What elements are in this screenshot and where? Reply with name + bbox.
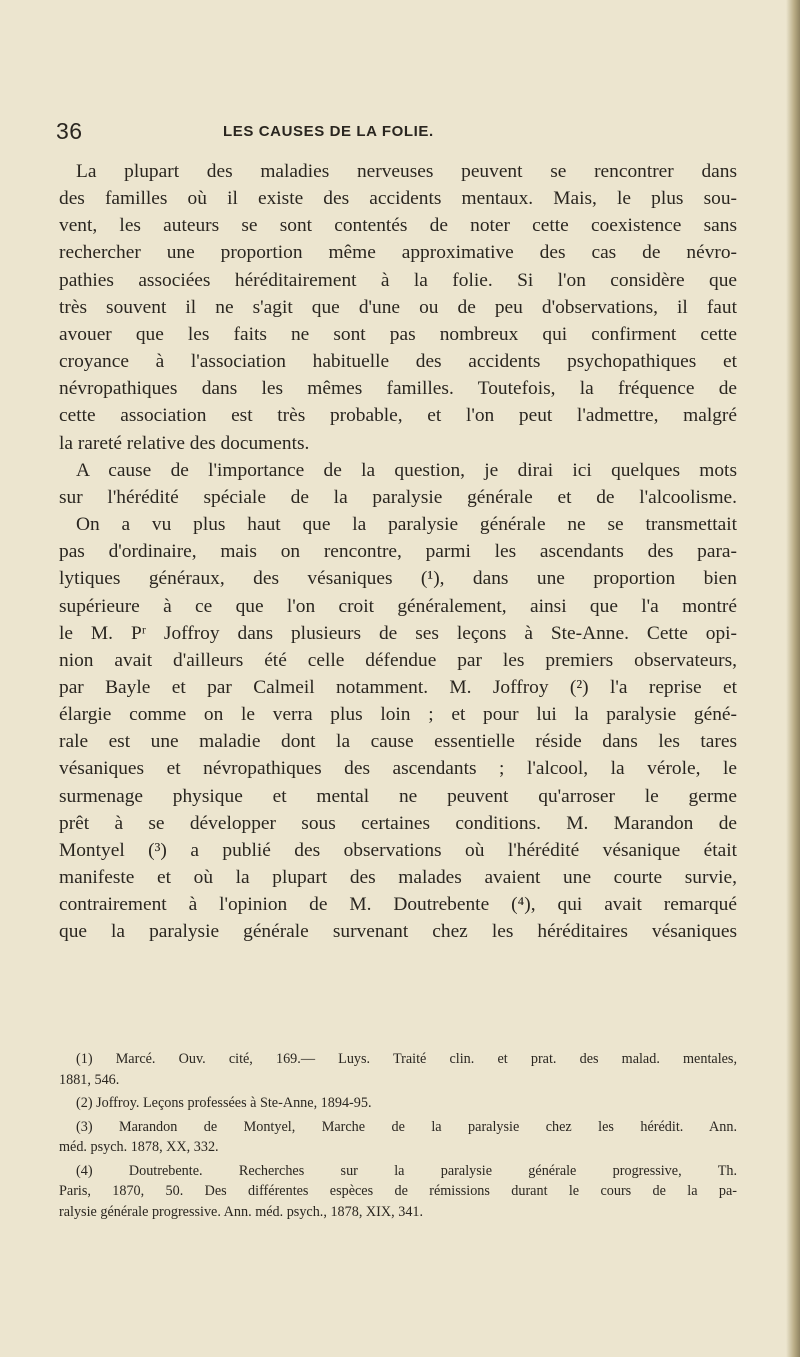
text-line: le M. Pʳ Joffroy dans plusieurs de ses leçons à Ste-Anne. Cette opi- <box>59 622 737 644</box>
footnote-line: (2) Joffroy. Leçons professées à Ste-Anne, 1894-95. <box>76 1095 372 1111</box>
text-line: vent, les auteurs se sont contentés de noter cette coexistence sans <box>59 215 737 237</box>
text-line: sur l'hérédité spéciale de la paralysie générale et de l'alcoolisme. <box>59 486 737 508</box>
footnote-line: Paris, 1870, 50. Des différentes espèces de rémissions durant le cours de la pa- <box>59 1183 737 1199</box>
footnote-1 <box>59 1049 737 1090</box>
running-title: LES CAUSES DE LA FOLIE. <box>223 123 434 140</box>
page-header <box>56 118 746 148</box>
text-line: très souvent il ne s'agit que d'une ou de peu d'observations, il faut <box>59 296 737 318</box>
text-line: surmenage physique et mental ne peuvent qu'arroser le germe <box>59 785 737 807</box>
page-edge-shadow <box>786 0 800 1357</box>
footnote-4 <box>59 1161 737 1223</box>
text-line: que la paralysie générale survenant chez les héréditaires vésaniques <box>59 921 737 943</box>
footnotes <box>59 1049 737 1225</box>
footnote-line: méd. psych. 1878, XX, 332. <box>59 1139 219 1155</box>
text-line: vésaniques et névropathiques des ascendants ; l'alcool, la vérole, le <box>59 758 737 780</box>
text-line: croyance à l'association habituelle des accidents psychopathiques et <box>59 351 737 373</box>
text-line: la rareté relative des documents. <box>59 432 310 454</box>
footnote-line: (4) Doutrebente. Recherches sur la paralysie générale progressive, Th. <box>76 1162 737 1179</box>
text-line: On a vu plus haut que la paralysie générale ne se transmettait <box>76 514 737 536</box>
text-line: rale est une maladie dont la cause essentielle réside dans les tares <box>59 731 737 753</box>
text-line: pas d'ordinaire, mais on rencontre, parmi les ascendants des para- <box>59 541 737 563</box>
text-line: La plupart des maladies nerveuses peuvent se rencontrer dans <box>76 161 737 182</box>
text-line: par Bayle et par Calmeil notamment. M. Joffroy (²) l'a reprise et <box>59 676 737 698</box>
text-line: Montyel (³) a publié des observations où l'hérédité vésanique était <box>59 839 737 861</box>
text-line: lytiques généraux, des vésaniques (¹), dans une proportion bien <box>59 568 737 590</box>
text-line: des familles où il existe des accidents mentaux. Mais, le plus sou- <box>59 188 737 210</box>
text-line: avouer que les faits ne sont pas nombreux qui confirment cette <box>59 323 737 345</box>
footnote-line: (1) Marcé. Ouv. cité, 169.— Luys. Traité clin. et prat. des malad. mentales, <box>76 1051 737 1067</box>
text-line: pathies associées héréditairement à la folie. Si l'on considère que <box>59 269 737 291</box>
text-line: A cause de l'importance de la question, je dirai ici quelques mots <box>76 459 737 481</box>
body-text <box>59 158 737 946</box>
text-line: manifeste et où la plupart des malades avaient une courte survie, <box>59 867 737 889</box>
text-line: supérieure à ce que l'on croit généralement, ainsi que l'a montré <box>59 595 737 617</box>
footnote-line: 1881, 546. <box>59 1071 120 1088</box>
footnote-2 <box>59 1093 737 1114</box>
text-line: névropathiques dans les mêmes familles. Toutefois, la fréquence de <box>59 378 737 400</box>
text-line: élargie comme on le verra plus loin ; et pour lui la paralysie géné- <box>59 704 737 726</box>
text-line: rechercher une proportion même approximative des cas de névro- <box>59 242 737 264</box>
footnote-line: ralysie générale progressive. Ann. méd. psych., 1878, XIX, 341. <box>59 1203 424 1220</box>
footnote-line: (3) Marandon de Montyel, Marche de la paralysie chez les hérédit. Ann. <box>76 1118 737 1135</box>
text-line: nion avait d'ailleurs été celle défendue par les premiers observateurs, <box>59 649 737 671</box>
footnote-3 <box>59 1117 737 1158</box>
text-line: cette association est très probable, et l'on peut l'admettre, malgré <box>59 405 737 427</box>
page-number: 36 <box>56 118 83 144</box>
text-line: contrairement à l'opinion de M. Doutrebente (⁴), qui avait remarqué <box>59 894 737 916</box>
text-line: prêt à se développer sous certaines conditions. M. Marandon de <box>59 812 737 834</box>
